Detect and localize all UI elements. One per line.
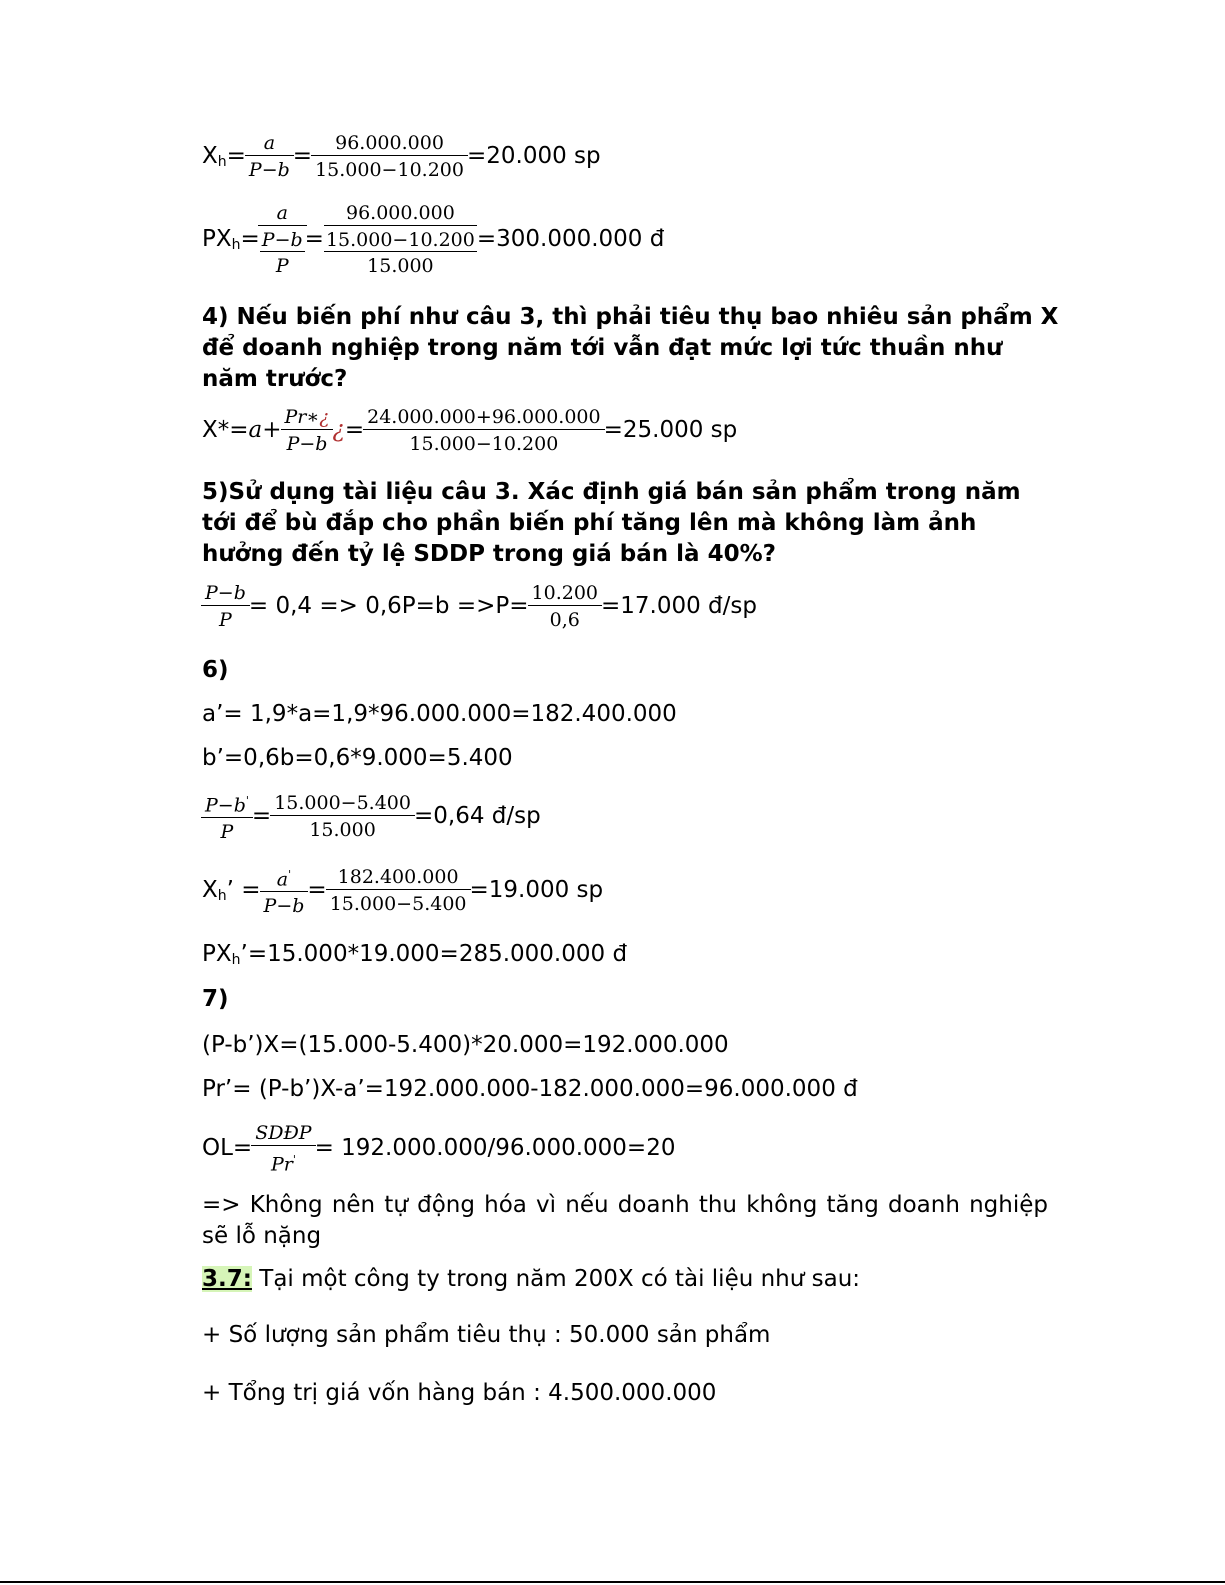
section-tag: 3.7: xyxy=(202,1266,252,1292)
formula-ol xyxy=(202,1122,675,1175)
formula-result: = 192.000.000/96.000.000=20 xyxy=(314,1135,676,1162)
line-b-prime: b’=0,6b=0,6*9.000=5.400 xyxy=(202,745,513,771)
question-7-heading: 7) xyxy=(202,986,229,1012)
formula-lhs: X*= xyxy=(202,417,249,443)
list-item: + Tổng trị giá vốn hàng bán : 4.500.000.000 xyxy=(202,1380,717,1406)
line-contribution: (P-b’)X=(15.000-5.400)*20.000=192.000.000 xyxy=(202,1032,729,1058)
numerator: a xyxy=(276,202,288,224)
numerator: 24.000.000+96.000.000 xyxy=(367,406,601,428)
equals: = xyxy=(304,226,324,252)
nested-fraction xyxy=(260,202,305,277)
denominator: 15.000−10.200 xyxy=(311,155,468,181)
list-item: + Số lượng sản phẩm tiêu thụ : 50.000 sản phẩm xyxy=(202,1322,771,1348)
equals: = xyxy=(240,226,260,252)
denominator: 15.000−5.400 xyxy=(326,889,471,915)
section-intro: Tại một công ty trong năm 200X có tài liệu như sau: xyxy=(251,1266,861,1292)
fraction xyxy=(328,866,469,915)
formula-result: =0,64 đ/sp xyxy=(413,803,541,830)
line-a-prime: a’= 1,9*a=1,9*96.000.000=182.400.000 xyxy=(202,701,677,727)
numerator: 15.000−5.400 xyxy=(274,792,411,815)
question-6-heading: 6) xyxy=(202,657,229,683)
denominator: P xyxy=(201,817,253,843)
numerator: P−b xyxy=(205,794,246,817)
subscript: h xyxy=(231,952,241,968)
denominator: P xyxy=(201,605,250,631)
numerator: a xyxy=(276,868,289,891)
prime-mark: ' xyxy=(292,1153,296,1166)
denominator: P−b xyxy=(260,891,309,917)
subscript: h xyxy=(217,888,227,905)
prime-mark: ' xyxy=(288,868,292,881)
formula-result: =300.000.000 đ xyxy=(476,226,665,252)
page-bottom-rule xyxy=(0,1581,1225,1583)
fraction xyxy=(283,406,332,455)
equals: = xyxy=(251,803,272,830)
formula-result: =20.000 sp xyxy=(466,143,601,169)
fraction xyxy=(272,792,413,841)
formula-lhs: PX xyxy=(202,941,232,967)
denominator: P−b xyxy=(281,429,334,455)
denominator: 0,6 xyxy=(528,605,602,631)
formula-sddp-ratio xyxy=(202,790,541,843)
numerator: 96.000.000 xyxy=(335,132,444,154)
placeholder-glyph: ¿ xyxy=(319,406,330,428)
term-a: a+ xyxy=(248,417,282,443)
subscript: h xyxy=(217,154,227,170)
fraction xyxy=(247,132,292,181)
numerator: 10.200 xyxy=(531,582,598,604)
fraction xyxy=(262,864,307,917)
fraction xyxy=(313,132,466,181)
equals: = xyxy=(344,417,365,443)
denominator: P−b xyxy=(245,155,294,181)
formula-x-star xyxy=(202,406,737,455)
nested-fraction xyxy=(324,202,477,277)
fraction xyxy=(253,1122,313,1175)
placeholder-glyph: ¿ xyxy=(332,417,345,443)
equals: = xyxy=(292,143,313,169)
fraction xyxy=(203,790,251,843)
numerator: Pr∗ xyxy=(284,406,320,428)
prime-mark: ' xyxy=(245,794,249,807)
formula-lhs-suffix: ’ = xyxy=(226,877,261,904)
formula-pxh xyxy=(202,202,664,277)
formula-result: =17.000 đ/sp xyxy=(601,593,757,619)
conclusion-text: => Không nên tự động hóa vì nếu doanh thu không tăng doanh nghiệp sẽ lỗ nặng xyxy=(202,1192,1048,1249)
equals: = xyxy=(226,143,246,169)
numerator: SDĐP xyxy=(255,1122,312,1144)
middle: 15.000−10.200 xyxy=(324,225,477,251)
question-4-heading: 4) Nếu biến phí như câu 3, thì phải tiêu thụ bao nhiêu sản phẩm X để doanh nghiệp trong năm tới vẫn đạt mức lợi tức thuần như năm trước? xyxy=(202,304,1059,392)
formula-lhs: PX xyxy=(202,226,232,252)
numerator: P−b xyxy=(205,582,246,604)
fraction xyxy=(203,582,248,631)
formula-xh-prime xyxy=(202,864,603,917)
formula-lhs: X xyxy=(202,877,218,904)
formula-middle: = 0,4 => 0,6P=b =>P= xyxy=(248,593,529,619)
formula-lhs: X xyxy=(202,143,218,169)
denominator: P−b xyxy=(258,225,307,251)
fraction xyxy=(365,406,603,455)
denominator: 15.000 xyxy=(270,815,415,841)
denominator: 15.000 xyxy=(324,251,477,277)
formula-rest: ’=15.000*19.000=285.000.000 đ xyxy=(240,941,628,967)
question-5-heading: 5)Sử dụng tài liệu câu 3. Xác định giá bán sản phẩm trong năm tới để bù đắp cho phần biến phí tăng lên mà không làm ảnh hưởng đến tỷ lệ SDDP trong giá bán là 40%? xyxy=(202,479,1021,567)
outer-denominator: P xyxy=(260,251,305,277)
formula-result: =19.000 sp xyxy=(469,877,604,904)
subscript: h xyxy=(231,237,241,253)
line-pxh-prime xyxy=(202,939,627,975)
denominator: Pr xyxy=(270,1153,293,1176)
formula-lhs: OL= xyxy=(202,1135,253,1162)
numerator: 182.400.000 xyxy=(337,866,459,889)
formula-price xyxy=(202,582,757,631)
denominator: 15.000−10.200 xyxy=(363,429,605,455)
section-3-7 xyxy=(202,1264,860,1294)
fraction xyxy=(530,582,600,631)
inner-fraction xyxy=(260,202,305,251)
numerator: 96.000.000 xyxy=(346,202,455,224)
formula-xh xyxy=(202,132,601,181)
formula-result: =25.000 sp xyxy=(603,417,738,443)
equals: = xyxy=(307,877,327,904)
numerator: a xyxy=(263,132,276,154)
line-profit: Pr’= (P-b’)X-a’=192.000.000-182.000.000=96.000.000 đ xyxy=(202,1076,858,1102)
